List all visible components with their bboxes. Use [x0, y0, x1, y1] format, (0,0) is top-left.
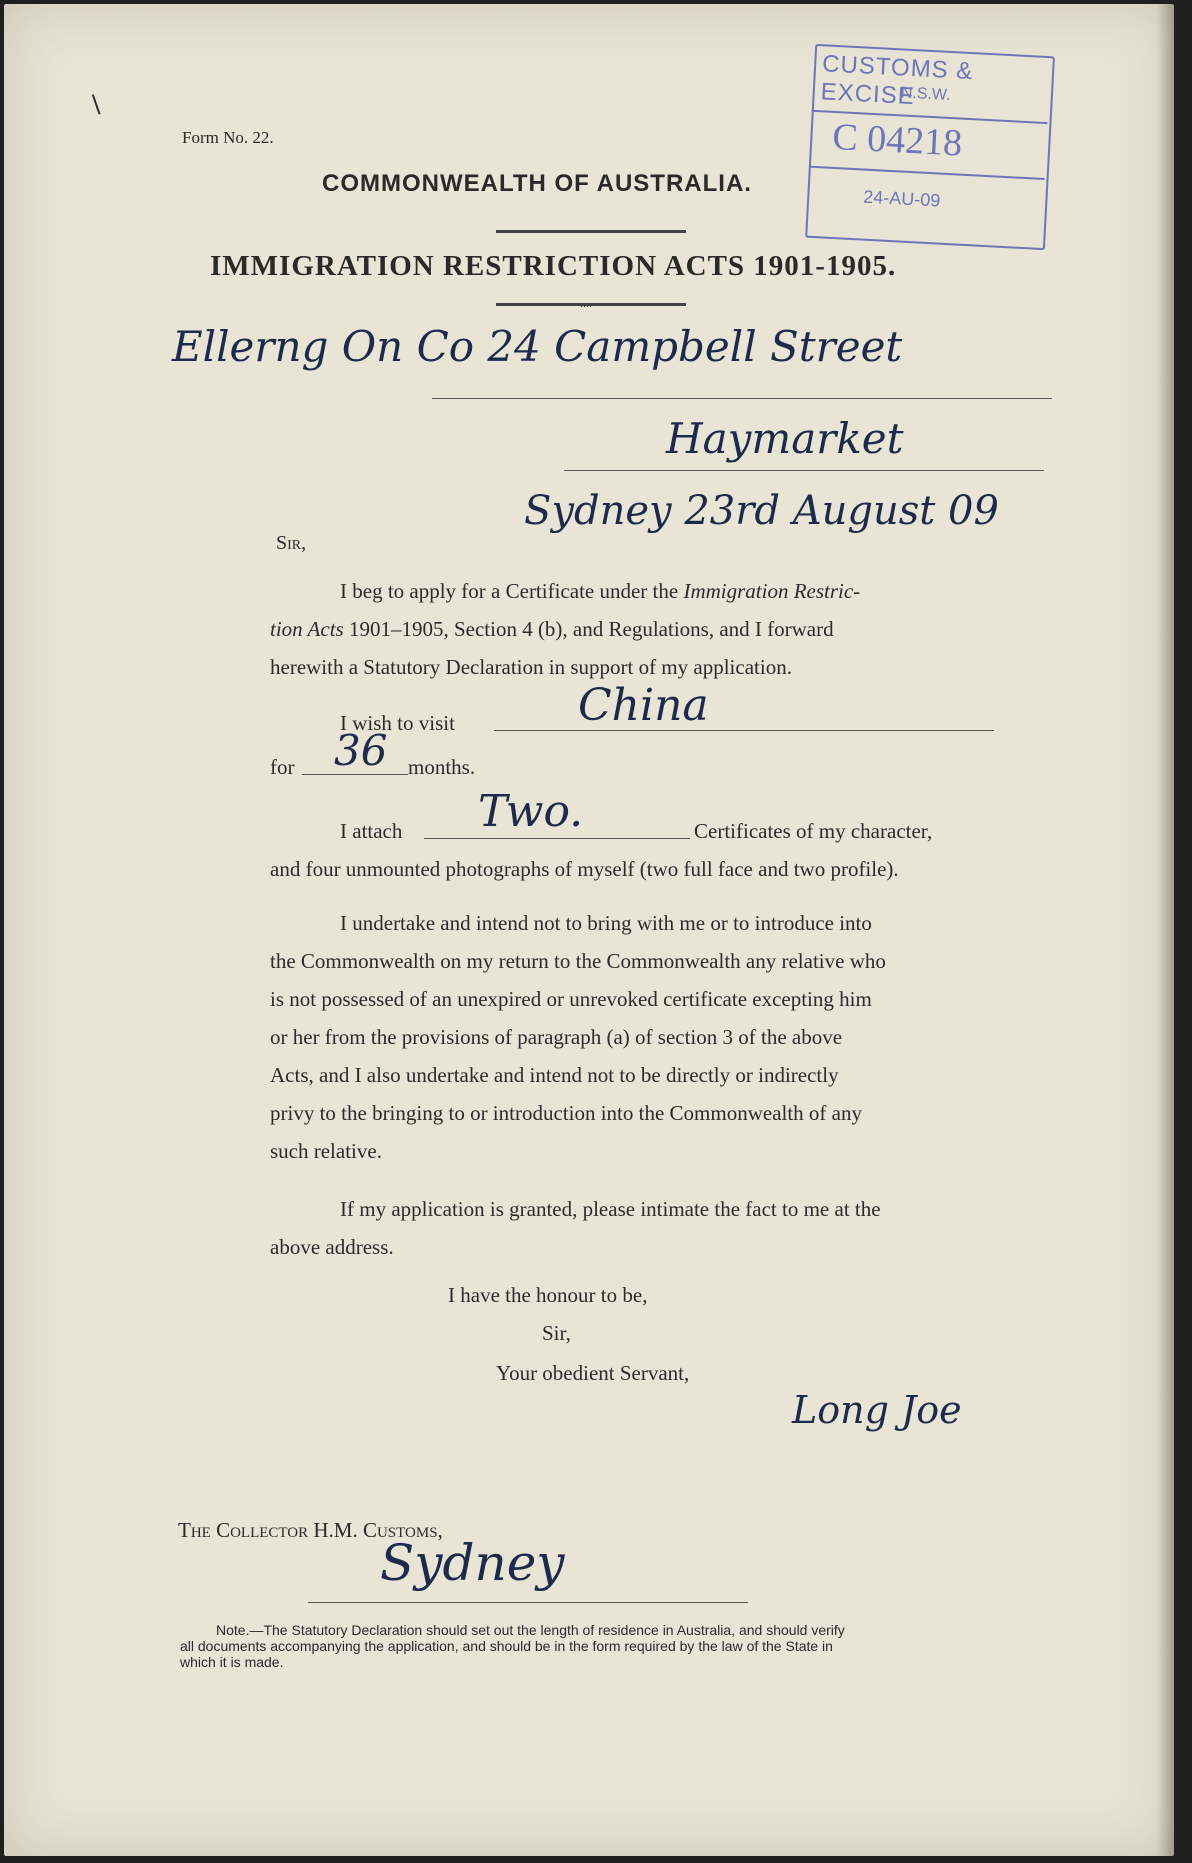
collector-underline: [308, 1602, 748, 1603]
paragraph1-line3: herewith a Statutory Declaration in support of my application.: [270, 655, 792, 679]
address-line-1: Ellerng On Co 24 Campbell Street: [172, 322, 903, 371]
undertaking-line-7: such relative.: [270, 1139, 382, 1163]
attach-after-label: Certificates of my character,: [694, 819, 933, 843]
undertaking-line-6: privy to the bringing to or introduction into the Commonwealth of any: [270, 1101, 862, 1125]
undertaking-line-3: is not possessed of an unexpired or unrevoked certificate excepting him: [270, 987, 872, 1011]
paragraph1-line1: [340, 572, 860, 610]
form-number: Form No. 22.: [182, 128, 274, 147]
stamp-customs-excise: CUSTOMS & EXCISE: [820, 50, 975, 111]
attach-underline: [424, 838, 690, 839]
paragraph1-act-italic1: Immigration Restric-: [683, 579, 861, 603]
header-commonwealth: COMMONWEALTH OF AUSTRALIA.: [322, 170, 752, 197]
form-page: [4, 4, 1174, 1856]
collector-label: The Collector H.M. Customs,: [178, 1518, 443, 1542]
footnote: [180, 1622, 1040, 1670]
attach-value: Two.: [478, 786, 584, 837]
paragraph1-line2: [270, 610, 834, 648]
granted-line-1: If my application is granted, please intimate the fact to me at the: [340, 1197, 881, 1221]
duration-value: 36: [334, 726, 388, 775]
address-line-2: Haymarket: [666, 414, 904, 463]
customs-stamp: [805, 44, 1055, 252]
undertaking-line-5: Acts, and I also undertake and intend not to be directly or indirectly: [270, 1063, 839, 1087]
address-underline-1: [432, 398, 1052, 399]
stamp-date: 24-AU-09: [862, 186, 941, 211]
address-line-3: Sydney 23rd August 09: [524, 488, 999, 534]
stamp-number: C 04218: [831, 115, 964, 165]
signature: Long Joe: [792, 1388, 962, 1432]
paragraph1-part1: I beg to apply for a Certificate under the: [340, 579, 684, 603]
collector-city: Sydney: [380, 1534, 565, 1592]
closing-line-1: I have the honour to be,: [448, 1283, 648, 1307]
visit-value: China: [578, 680, 709, 731]
paragraph1-act-italic2: tion Acts: [270, 617, 344, 641]
header-acts: IMMIGRATION RESTRICTION ACTS 1901-1905.: [210, 250, 897, 282]
stamp-nsw: N.S.W.: [900, 84, 952, 104]
granted-line-2: above address.: [270, 1235, 394, 1259]
footnote-line-1: Note.—The Statutory Declaration should set out the length of residence in Australia, and should verify: [216, 1622, 845, 1638]
undertaking-line-4: or her from the provisions of paragraph (a) of section 3 of the above: [270, 1025, 843, 1049]
footnote-line-2: all documents accompanying the application, and should be in the form required by the law of the State in: [180, 1638, 833, 1654]
undertaking-line-2: the Commonwealth on my return to the Commonwealth any relative who: [270, 949, 886, 973]
paragraph1-part2: 1901–1905, Section 4 (b), and Regulations, and I forward: [343, 617, 834, 641]
corner-mark: \: [92, 88, 101, 121]
header-dots: ....: [580, 296, 592, 310]
visit-underline: [494, 730, 994, 731]
undertaking-line-1: I undertake and intend not to bring with me or to introduce into: [340, 911, 872, 935]
closing-line-3: Your obedient Servant,: [496, 1361, 690, 1385]
closing-line-2: Sir,: [542, 1321, 571, 1345]
photos-line: and four unmounted photographs of myself (two full face and two profile).: [270, 857, 899, 881]
header-rule-top: [496, 230, 686, 233]
footnote-line-3: which it is made.: [180, 1654, 284, 1670]
duration-for-label: for: [270, 755, 295, 779]
salutation: Sir,: [276, 532, 307, 554]
attach-label: I attach: [340, 819, 403, 843]
duration-months-label: months.: [408, 755, 476, 779]
address-underline-2: [564, 470, 1044, 471]
visit-label: I wish to visit: [340, 711, 455, 735]
